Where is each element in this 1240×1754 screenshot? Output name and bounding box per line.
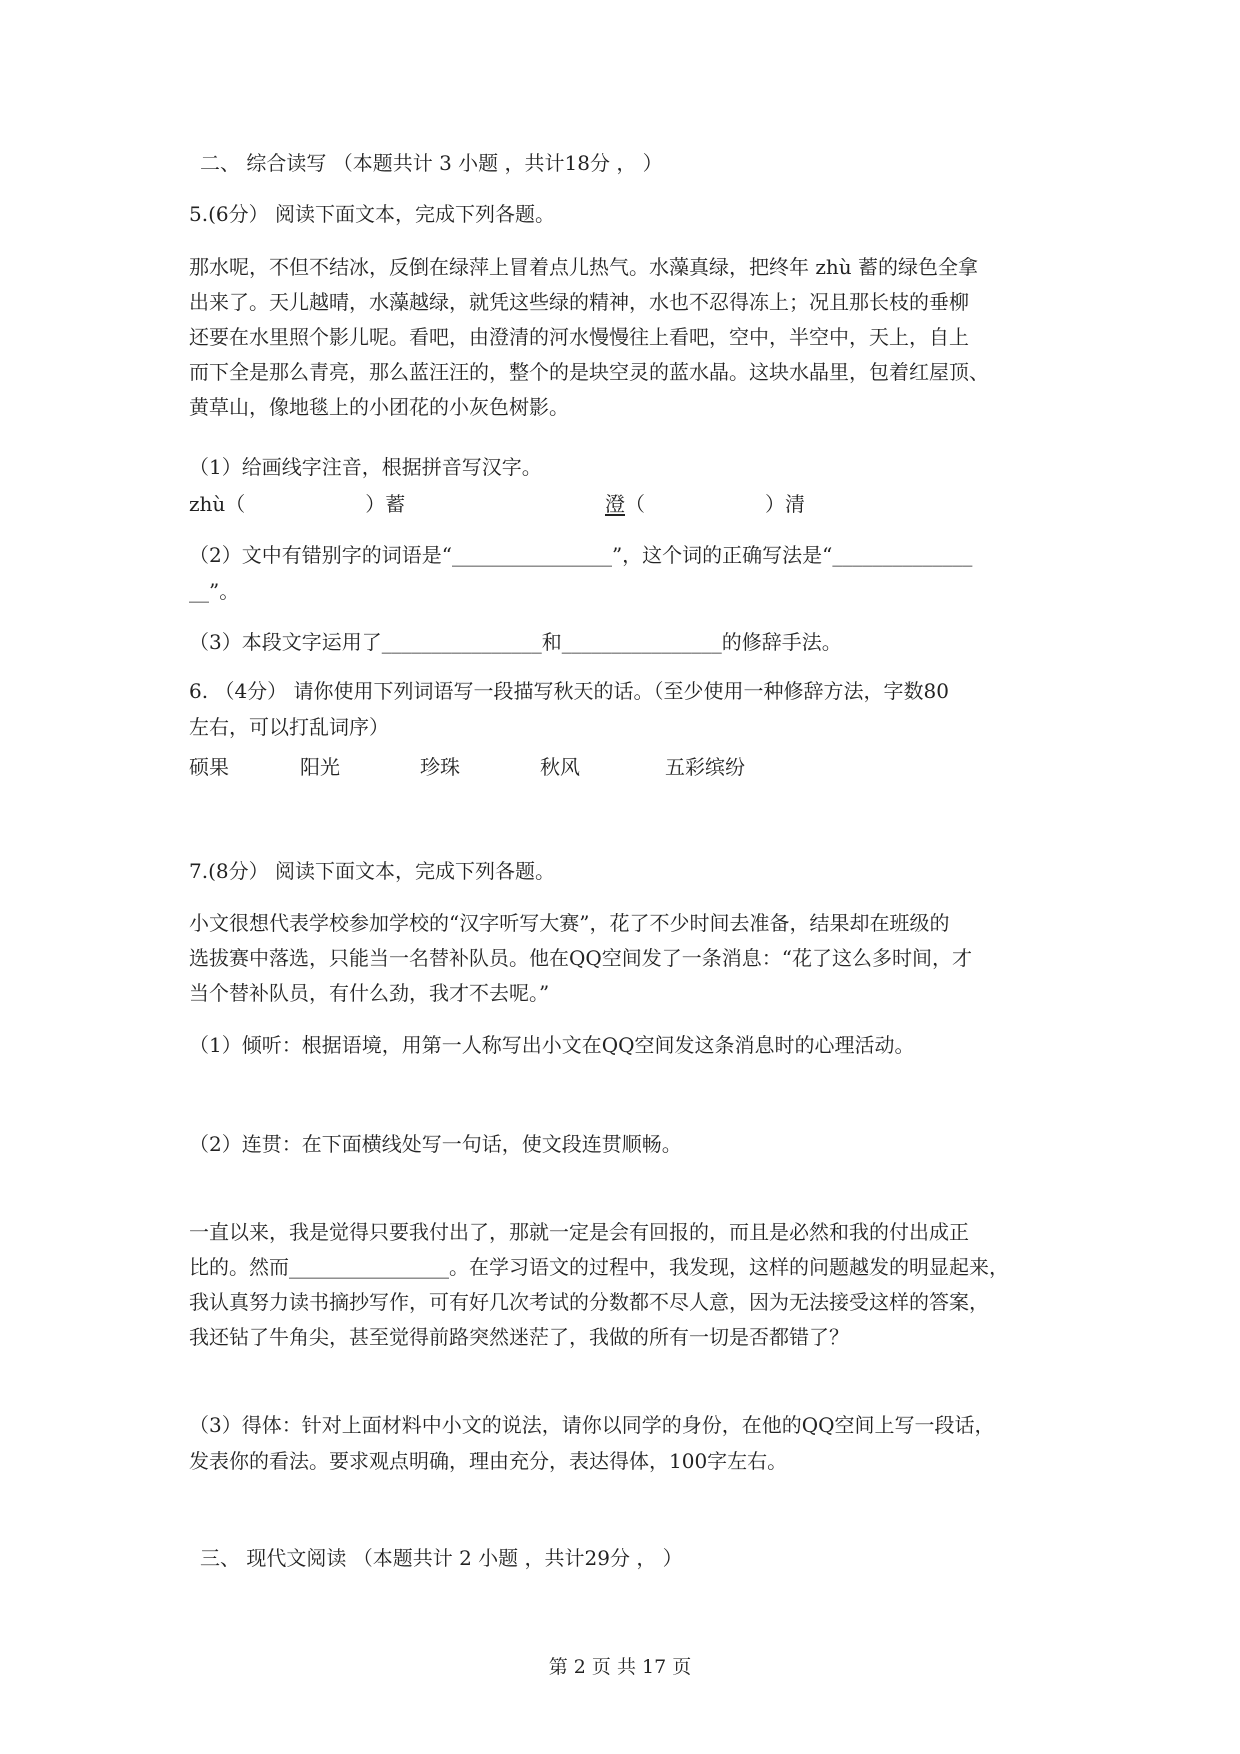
q7-sub2-passage-line-1: 一直以来，我是觉得只要我付出了，那就一定是会有回报的，而且是必然和我的付出成正	[189, 1220, 969, 1244]
q7-sub2-passage-line-2: 比的。然而________________。在学习语文的过程中，我发现，这样的问题越发的明显起来，	[189, 1255, 1009, 1279]
q5-passage-line-3: 还要在水里照个影儿呢。看吧，由澄清的河水慢慢往上看吧，空中，半空中，天上，自上	[189, 325, 969, 349]
q5-sub1-blank-cheng	[605, 491, 805, 517]
q5-passage-line-5: 黄草山，像地毯上的小团花的小灰色树影。	[189, 395, 569, 419]
q5-stem: 5.(6分） 阅读下面文本，完成下列各题。	[189, 202, 555, 226]
q5-passage-line-1: 那水呢，不但不结冰，反倒在绿萍上冒着点儿热气。水藻真绿，把终年 zhù 蓄的绿色全拿	[189, 255, 979, 279]
q7-passage-line-3: 当个替补队员，有什么劲，我才不去呢。”	[189, 981, 550, 1005]
q7-sub2: （2）连贯：在下面横线处写一句话，使文段连贯顺畅。	[189, 1132, 682, 1156]
q6-word-2: 阳光	[300, 755, 340, 779]
q7-sub1: （1）倾听：根据语境，用第一人称写出小文在QQ空间发这条消息时的心理活动。	[189, 1033, 915, 1057]
underlined-char: 澄	[605, 492, 625, 516]
q6-line-2: 左右，可以打乱词序）	[189, 715, 389, 739]
q7-passage-line-1: 小文很想代表学校参加学校的“汉字听写大赛”，花了不少时间去准备，结果却在班级的	[189, 911, 950, 935]
q6-word-3: 珍珠	[420, 755, 460, 779]
q6-word-5: 五彩缤纷	[665, 755, 745, 779]
q5-sub2-line-1: （2）文中有错别字的词语是“________________”，这个词的正确写法是“______________	[189, 543, 973, 567]
q5-sub1-blank-zhu: zhù（ ）蓄	[189, 492, 406, 516]
q7-passage-line-2: 选拔赛中落选，只能当一名替补队员。他在QQ空间发了一条消息：“花了这么多时间，才	[189, 946, 973, 970]
q7-sub2-passage-line-3: 我认真努力读书摘抄写作，可有好几次考试的分数都不尽人意，因为无法接受这样的答案，	[189, 1290, 989, 1314]
q5-passage-line-4: 而下全是那么青亮，那么蓝汪汪的，整个的是块空灵的蓝水晶。这块水晶里，包着红屋顶、	[189, 360, 989, 384]
q5-passage-line-2: 出来了。天儿越晴，水藻越绿，就凭这些绿的精神，水也不忍得冻上；况且那长枝的垂柳	[189, 290, 969, 314]
q7-sub3-line-1: （3）得体：针对上面材料中小文的说法，请你以同学的身份，在他的QQ空间上写一段话，	[189, 1413, 995, 1437]
q6-word-4: 秋风	[540, 755, 580, 779]
page-footer: 第 2 页 共 17 页	[548, 1656, 692, 1678]
q7-sub2-passage-line-4: 我还钻了牛角尖，甚至觉得前路突然迷茫了，我做的所有一切是否都错了？	[189, 1325, 849, 1349]
q6-word-1: 硕果	[189, 755, 229, 779]
q5-sub1-blank-cheng-rest: （ ）清	[625, 492, 805, 516]
q6-line-1: 6. （4分） 请你使用下列词语写一段描写秋天的话。（至少使用一种修辞方法，字数80	[189, 679, 949, 703]
section-2-heading: 二、 综合读写 （本题共计 3 小题 ，共计18分 ， ）	[200, 151, 663, 175]
q5-sub1: （1）给画线字注音，根据拼音写汉字。	[189, 455, 542, 479]
q7-sub3-line-2: 发表你的看法。要求观点明确，理由充分，表达得体，100字左右。	[189, 1449, 788, 1473]
q5-sub2-line-2: __”。	[189, 579, 240, 603]
q7-stem: 7.(8分） 阅读下面文本，完成下列各题。	[189, 859, 555, 883]
section-3-heading: 三、 现代文阅读 （本题共计 2 小题 ，共计29分 ， ）	[200, 1546, 683, 1570]
q5-sub3: （3）本段文字运用了________________和________________的修辞手法。	[189, 630, 842, 654]
